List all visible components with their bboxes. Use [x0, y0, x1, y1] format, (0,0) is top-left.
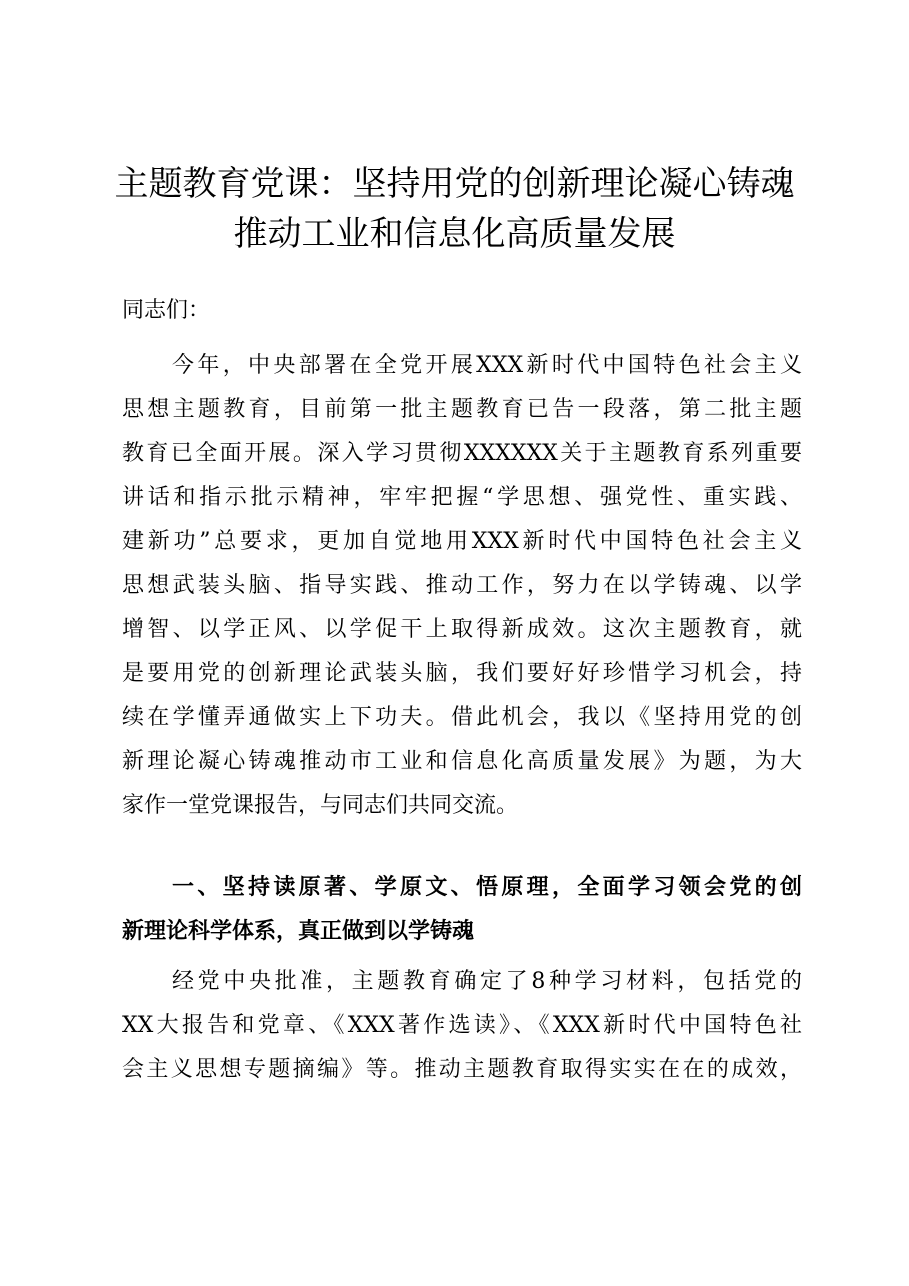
document-title-line-2: 推动工业和信息化高质量发展: [233, 214, 676, 254]
paragraph-line: 会主义思想专题摘编》等。推动主题教育取得实实在在的成效，: [122, 1057, 802, 1082]
paragraph-line: 思想武装头脑、指导实践、推动工作，努力在以学铸魂、以学: [122, 573, 802, 598]
paragraph-line: 今年，中央部署在全党开展XXX新时代中国特色社会主义: [172, 353, 802, 378]
paragraph-line: 讲话和指示批示精神，牢牢把握“学思想、强党性、重实践、: [122, 485, 802, 510]
paragraph-line: 经党中央批准，主题教育确定了8种学习材料，包括党的: [172, 969, 802, 994]
paragraph-line: 家作一堂党课报告，与同志们共同交流。: [122, 793, 519, 818]
heading-line: 新理论科学体系，真正做到以学铸魂: [122, 919, 475, 944]
greeting: 同志们：: [122, 298, 211, 323]
paragraph-line: 增智、以学正风、以学促干上取得新成效。这次主题教育，就: [122, 617, 802, 642]
document-title-line-1: 主题教育党课：坚持用党的创新理论凝心铸魂: [114, 164, 795, 204]
paragraph-line: 续在学懂弄通做实上下功夫。借此机会，我以《坚持用党的创: [122, 705, 802, 730]
paragraph-line: 新理论凝心铸魂推动市工业和信息化高质量发展》为题，为大: [122, 749, 802, 774]
paragraph-2: [122, 960, 802, 1092]
paragraph-line: XX大报告和党章、《XXX著作选读》、《XXX新时代中国特色社: [122, 1013, 802, 1038]
paragraph-line: 建新功”总要求，更加自觉地用XXX新时代中国特色社会主义: [122, 529, 802, 554]
paragraph-1: [122, 344, 802, 828]
paragraph-line: 教育已全面开展。深入学习贯彻XXXXXX关于主题教育系列重要: [122, 441, 802, 466]
section-heading-1: [122, 866, 802, 954]
paragraph-line: 是要用党的创新理论武装头脑，我们要好好珍惜学习机会，持: [122, 661, 802, 686]
heading-line: 一、坚持读原著、学原文、悟原理，全面学习领会党的创: [172, 875, 802, 900]
paragraph-line: 思想主题教育，目前第一批主题教育已告一段落，第二批主题: [122, 397, 802, 422]
